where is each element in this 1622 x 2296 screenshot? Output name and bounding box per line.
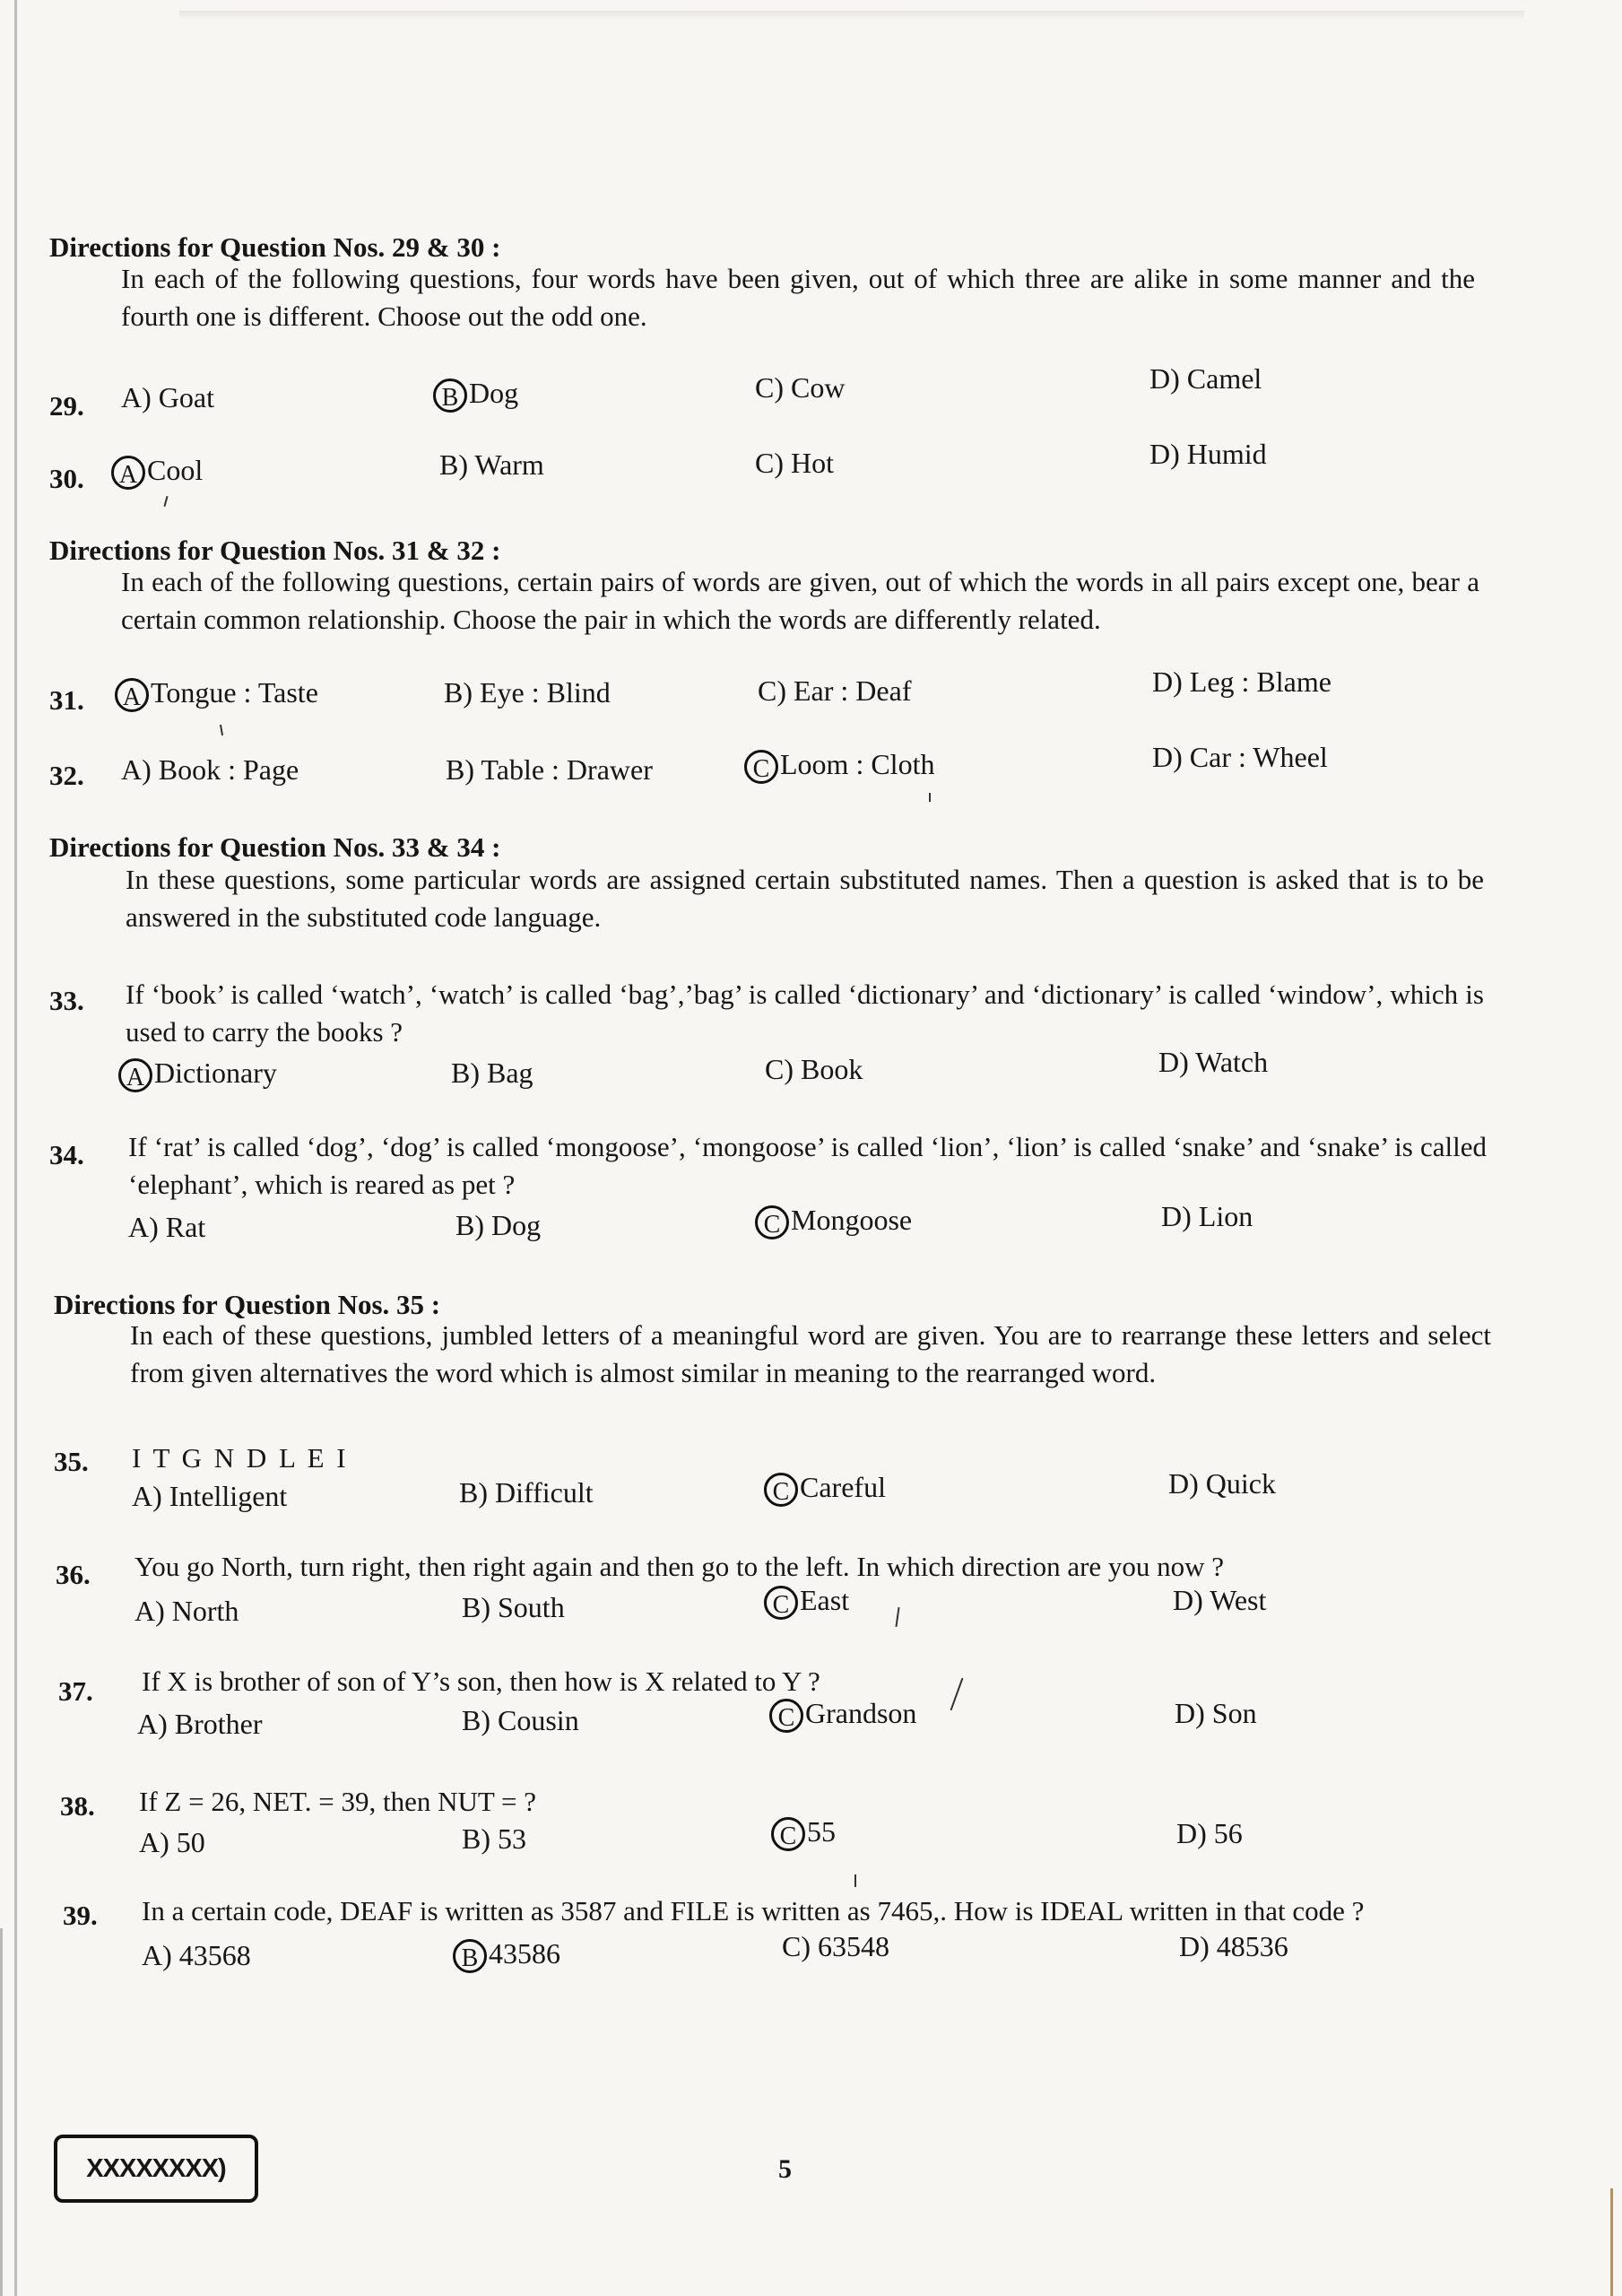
option-b[interactable]: B) South [462,1591,565,1623]
answer-circle: A [115,678,149,712]
option-d[interactable]: D) Car : Wheel [1152,741,1328,773]
directions-body-35: In each of these questions, jumbled letters of a meaningful word are given. You are to rearrange these letters and select from given alternatives the word which is almost similar in meaning to the rearranged word. [130,1319,1491,1388]
option-b[interactable]: B) Bag [451,1057,533,1089]
question-number: 37. [58,1675,93,1707]
option-d[interactable]: D) Lion [1161,1200,1253,1232]
directions-heading-31-32: Directions for Question Nos. 31 & 32 : [49,535,501,566]
option-b[interactable]: B) 53 [462,1822,526,1855]
question-number: 33. [49,985,84,1016]
option-b-selected[interactable] [453,1937,560,1973]
answer-circle: C [764,1473,798,1507]
option-c-selected[interactable] [744,748,934,784]
option-c-selected[interactable] [771,1815,836,1851]
option-b[interactable]: B) Eye : Blind [444,676,611,709]
question-number: 35. [54,1446,89,1477]
option-d[interactable]: D) Camel [1149,362,1262,395]
option-c-selected[interactable] [755,1204,912,1239]
option-text: Mongoose [791,1204,913,1236]
option-text: Tongue : Taste [151,676,318,709]
answer-circle: C [755,1205,789,1239]
option-c[interactable]: C) Hot [755,447,834,479]
option-c-selected[interactable] [764,1471,886,1507]
directions-heading-29-30: Directions for Question Nos. 29 & 30 : [49,231,501,263]
option-d[interactable]: D) Leg : Blame [1152,665,1331,698]
jumbled-letters: I T G N D L E I [132,1442,349,1474]
question-text: If X is brother of son of Y’s son, then how is X related to Y ? [142,1665,820,1697]
question-text: If Z = 26, NET. = 39, then NUT = ? [139,1786,537,1817]
option-a[interactable]: A) Intelligent [132,1480,288,1512]
question-number: 32. [49,760,84,791]
directions-heading-35: Directions for Question Nos. 35 : [54,1289,441,1320]
option-d[interactable]: D) 48536 [1179,1930,1288,1962]
option-b[interactable]: B) Table : Drawer [446,753,653,786]
option-a-selected[interactable] [118,1057,277,1092]
directions-body-31-32: In each of the following questions, certain pairs of words are given, out of which the words in all pairs except one, bear a certain common relationship. Choose the pair in which the words are differently related. [121,566,1479,635]
answer-circle: A [111,456,145,490]
option-a-selected[interactable] [115,676,318,712]
option-a[interactable]: A) Goat [121,381,214,413]
option-b[interactable]: B) Warm [439,448,544,481]
option-c[interactable]: C) 63548 [782,1930,889,1962]
answer-circle: C [771,1817,805,1851]
pen-mark [929,793,931,802]
answer-circle: B [453,1939,487,1973]
option-a[interactable]: A) Brother [137,1708,263,1740]
option-c[interactable]: C) Ear : Deaf [758,674,912,707]
option-a[interactable]: A) 43568 [142,1939,251,1971]
option-text: Cool [147,454,204,486]
option-b-selected[interactable] [433,377,518,413]
option-text: 43586 [489,1937,560,1970]
pen-mark [950,1678,964,1710]
question-text: In a certain code, DEAF is written as 3587 and FILE is written as 7465,. How is IDEAL written in that code ? [142,1895,1365,1926]
question-number: 39. [63,1900,98,1931]
option-c[interactable]: C) Book [765,1053,863,1085]
option-text: Dictionary [154,1057,277,1089]
option-c-selected[interactable] [764,1584,849,1620]
option-c[interactable]: C) Cow [755,371,846,404]
option-b[interactable]: B) Difficult [459,1476,594,1509]
option-d[interactable]: D) 56 [1176,1817,1243,1849]
option-d[interactable]: D) Quick [1168,1467,1276,1500]
option-b[interactable]: B) Cousin [462,1704,579,1736]
option-text: East [800,1584,850,1616]
question-number: 30. [49,463,84,494]
option-text: Careful [800,1471,886,1503]
scan-edge [0,1928,3,2296]
paper-code-box: XXXXXXXX) [54,2135,258,2203]
answer-circle: C [744,750,778,784]
question-text: You go North, turn right, then right again and then go to the left. In which direction are you now ? [134,1551,1225,1582]
option-d[interactable]: D) Watch [1158,1046,1269,1078]
pen-mark [163,496,168,507]
option-b[interactable]: B) Dog [455,1209,542,1241]
directions-body-29-30: In each of the following questions, four words have been given, out of which three are alike in some manner and the fourth one is different. Choose out the odd one. [121,263,1475,332]
option-text: 55 [807,1815,836,1848]
question-number: 31. [49,684,84,716]
option-d[interactable]: D) Humid [1149,438,1267,470]
directions-body-33-34: In these questions, some particular words are assigned certain substituted names. Then a question is asked that is to be answered in the substituted code language. [126,864,1484,933]
answer-circle: C [764,1586,798,1620]
option-a[interactable]: A) Book : Page [121,753,299,786]
question-text: If ‘book’ is called ‘watch’, ‘watch’ is called ‘bag’,’bag’ is called ‘dictionary’ and ‘dictionary’ is called ‘window’, which is used to carry the books ? [126,978,1484,1048]
option-c-selected[interactable] [769,1697,916,1733]
option-a-selected[interactable] [111,454,203,490]
question-number: 36. [56,1559,91,1590]
question-number: 38. [60,1790,95,1822]
option-a[interactable]: A) Rat [128,1211,206,1243]
page-number: 5 [778,2154,792,2184]
option-text: Loom : Cloth [780,748,935,780]
question-text: If ‘rat’ is called ‘dog’, ‘dog’ is called ‘mongoose’, ‘mongoose’ is called ‘lion’, ‘lion’ is called ‘snake’ and ‘snake’ is called ‘elephant’, which is reared as pet ? [128,1131,1487,1200]
directions-heading-33-34: Directions for Question Nos. 33 & 34 : [49,831,501,863]
option-d[interactable]: D) Son [1175,1697,1257,1729]
pen-mark [220,725,223,735]
question-number: 29. [49,390,84,422]
option-d[interactable]: D) West [1173,1584,1267,1616]
scan-edge [1610,2188,1613,2296]
answer-circle: C [769,1699,803,1733]
option-a[interactable]: A) 50 [139,1826,205,1858]
option-text: Grandson [805,1697,917,1729]
option-a[interactable]: A) North [134,1595,239,1627]
scan-edge [14,0,17,2296]
pen-mark [854,1874,856,1887]
answer-circle: B [433,378,467,413]
pen-mark [895,1607,899,1627]
question-number: 34. [49,1139,84,1170]
scan-edge [179,11,1524,20]
option-text: Dog [469,377,519,409]
answer-circle: A [118,1058,152,1092]
